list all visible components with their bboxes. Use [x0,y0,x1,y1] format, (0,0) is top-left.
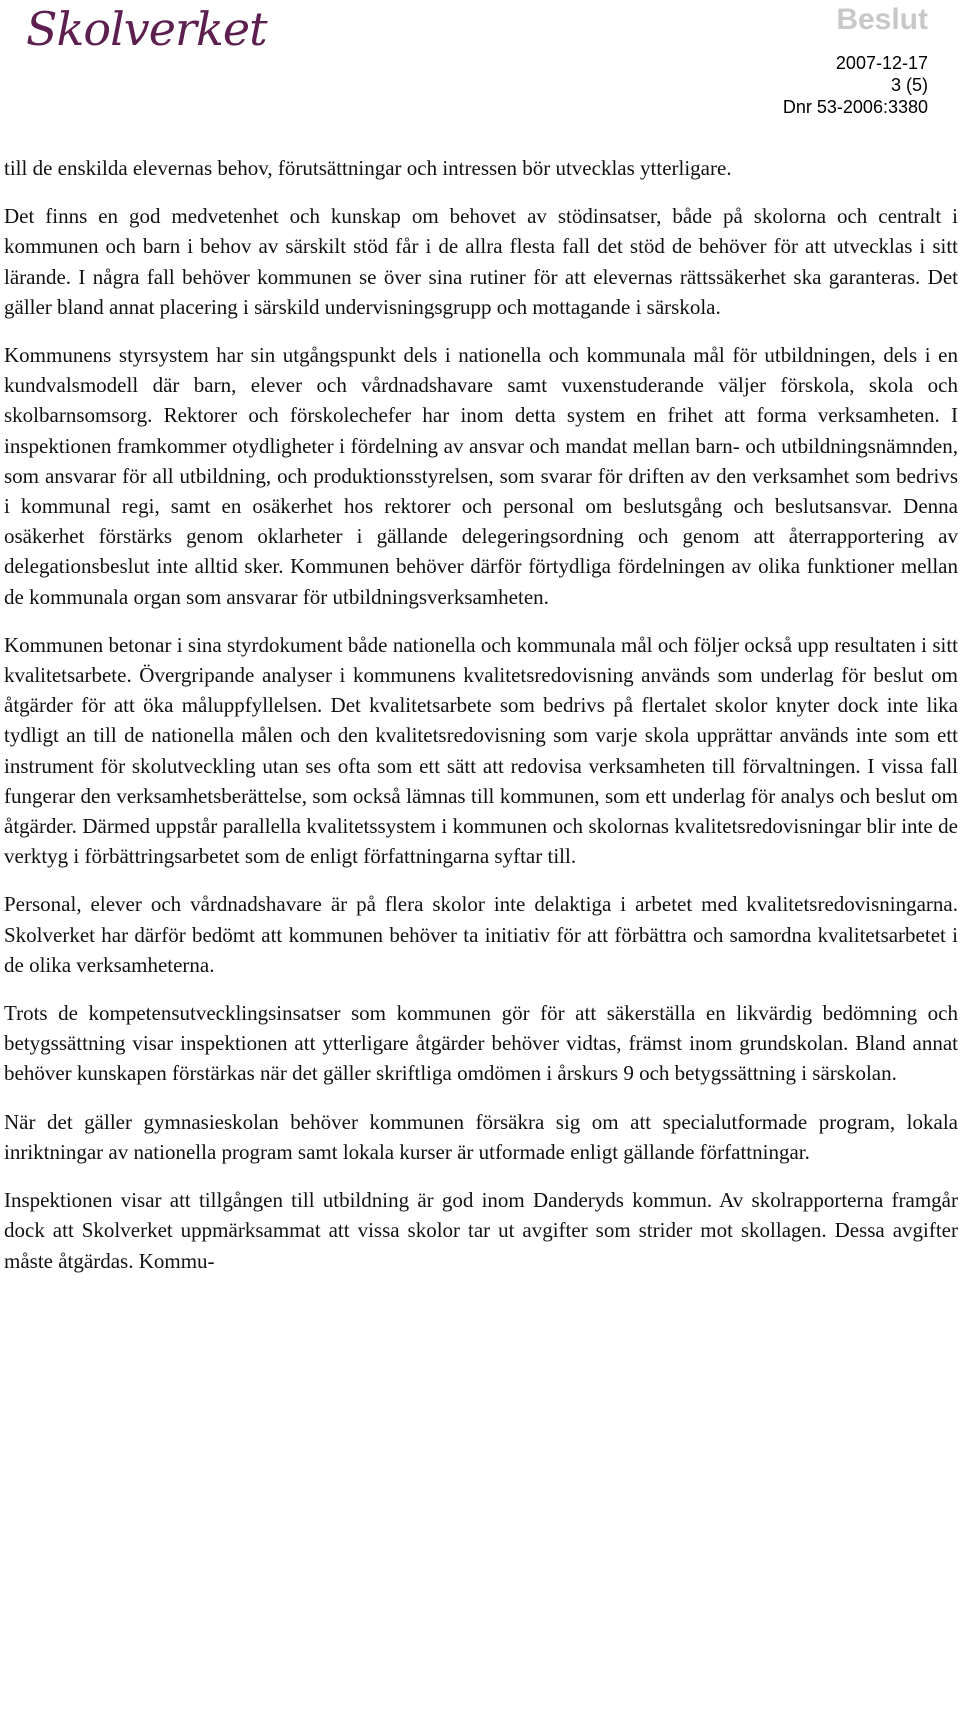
skolverket-logo: Skolverket [26,2,267,56]
page-indicator: 3 (5) [890,75,928,95]
document-metadata [783,52,928,118]
paragraph: Det finns en god medvetenhet och kunskap om behovet av stödinsatser, både på skolorna och centralt i kommunen och barn i behov av särskilt stöd får i de allra flesta fall det stöd de behöver för att utvecklas i sitt lärande. I några fall behöver kommunen se över sina rutiner för att elevernas rättssäkerhet ska garanteras. Det gäller bland annat placering i särskild undervisningsgrupp och mottagande i särskola. [4,204,958,319]
document-date: 2007-12-17 [835,53,928,73]
paragraph: Trots de kompetensutvecklingsinsatser som kommunen gör för att säkerställa en likvärdig bedömning och betygssättning visar inspektionen att ytterligare åtgärder behöver vidtas, främst inom grundskolan. Bland annat behöver kunskapen förstärkas när det gäller skriftliga omdömen i årskurs 9 och betygssättning i särskolan. [4,1001,958,1086]
paragraph: Kommunen betonar i sina styrdokument både nationella och kommunala mål och följer också upp resultaten i sitt kvalitetsarbete. Övergripande analyser i kommunens kvalitetsredovisning används som underlag för beslut om åtgärder för att öka måluppfyllelsen. Det kvalitetsarbete som bedrivs på flertalet skolor knyter dock inte lika tydligt an till de nationella målen och den kvalitetsredovisning som varje skola upprättar används inte som ett instrument för skolutveckling utan ses ofta som ett sätt att redovisa verksamheten till förvaltningen. I vissa fall fungerar den verksamhetsberättelse, som också lämnas till kommunen, som ett underlag för analys och beslut om åtgärder. Därmed uppstår parallella kvalitetssystem i kommunen och skolornas kvalitetsredovisningar blir inte de verktyg i förbättringsarbetet som de enligt författningarna syftar till. [4,632,958,869]
reference-number: Dnr 53-2006:3380 [782,97,928,117]
document-body [4,153,958,1294]
paragraph: När det gäller gymnasieskolan behöver kommunen försäkra sig om att specialutformade program, lokala inriktningar av nationella program samt lokala kurser är utformade enligt gällande författningar. [4,1109,958,1164]
paragraph: Inspektionen visar att tillgången till utbildning är god inom Danderyds kommun. Av skolrapporterna framgår dock att Skolverket uppmärksammat att vissa skolor tar ut avgifter som strider mot skollagen. Dessa avgifter måste åtgärdas. Kommu- [4,1188,958,1273]
paragraph: till de enskilda elevernas behov, förutsättningar och intressen bör utvecklas ytterligare. [4,156,732,180]
document-type-label: Beslut [836,3,928,36]
paragraph: Personal, elever och vårdnadshavare är på flera skolor inte delaktiga i arbetet med kvalitetsredovisningarna. Skolverket har därför bedömt att kommunen behöver ta initiativ för att förbättra och samordna kvalitetsarbetet i de olika verksamheterna. [4,892,958,977]
paragraph: Kommunens styrsystem har sin utgångspunkt dels i nationella och kommunala mål för utbildningen, dels i en kundvalsmodell där barn, elever och vårdnadshavare samt vuxenstuderande väljer förskola, skola och skolbarnsomsorg. Rektorer och förskolechefer har inom detta system en frihet att forma verksamheten. I inspektionen framkommer otydligheter i fördelning av ansvar och mandat mellan barn- och utbildningsnämnden, som ansvarar för all utbildning, och produktionsstyrelsen, som svarar för driften av den verksamhet som bedrivs i kommunal regi, samt en osäkerhet hos rektorer och personal om beslutsgång och beslutsansvar. Denna osäkerhet förstärks genom oklarheter i gällande delegeringsordning och genom att återrapportering av delegationsbeslut inte alltid sker. Kommunen behöver därför förtydliga fördelningen av olika funktioner mellan de kommunala organ som ansvarar för utbildningsverksamheten. [4,343,958,609]
